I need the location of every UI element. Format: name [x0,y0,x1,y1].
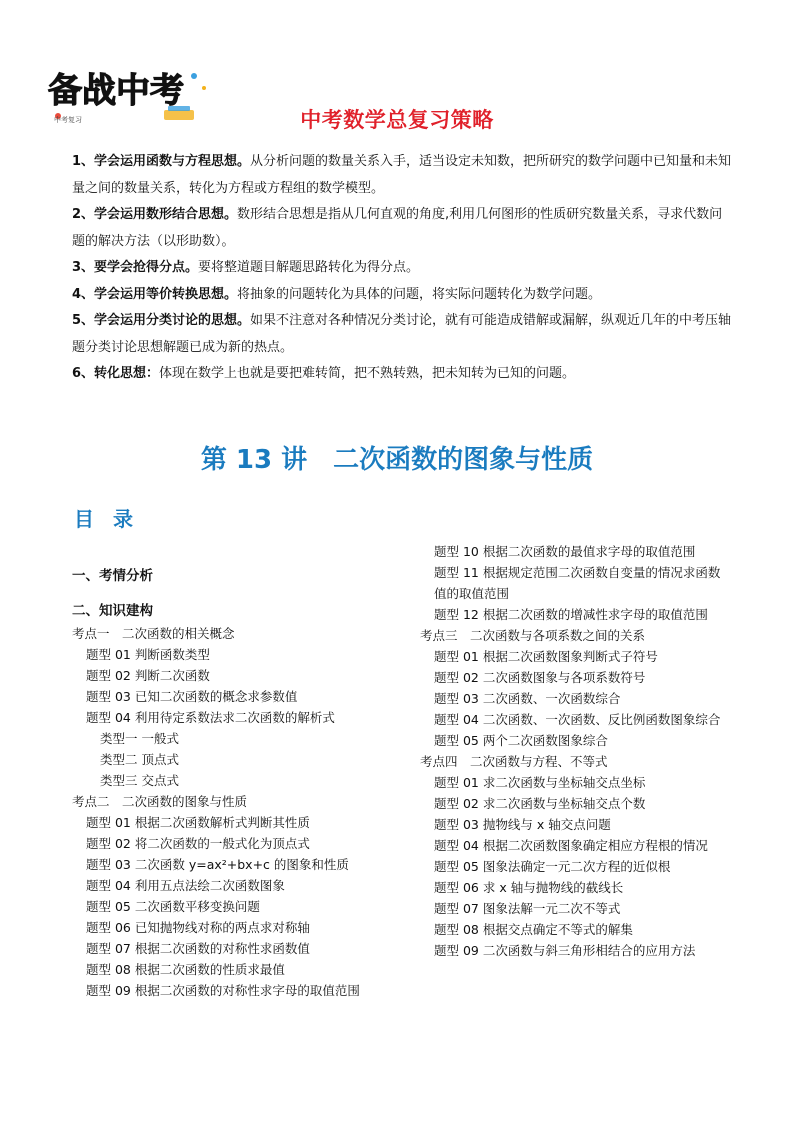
strategy-body: 数形结合思想是指从几何直观的角度,利用几何图形的性质研究数量关系，寻求代数问题的解决方法（以形助数）。 [72,207,723,249]
strategy-lead: 1、学会运用函数与方程思想。 [72,154,251,169]
toc-left-column [72,564,392,1001]
main-title: 中考数学总复习策略 [300,108,494,132]
toc-item[interactable]: 题型 05 两个二次函数图象综合 [434,733,608,748]
toc-item[interactable]: 题型 01 根据二次函数解析式判断其性质 [86,815,310,830]
strategy-lead: 4、学会运用等价转换思想。 [72,286,238,302]
toc-item[interactable]: 题型 07 根据二次函数的对称性求函数值 [86,941,310,956]
toc-item[interactable]: 题型 09 二次函数与斜三角形相结合的应用方法 [434,943,696,958]
toc-item[interactable]: 题型 08 根据交点确定不等式的解集 [434,922,633,937]
toc-item[interactable]: 题型 07 图象法解一元二次不等式 [434,901,621,916]
toc-item[interactable]: 题型 02 二次函数图象与各项系数符号 [434,670,646,685]
strategy-item [72,255,732,282]
strategy-item [72,282,732,309]
toc-item[interactable]: 题型 05 二次函数平移变换问题 [86,899,260,914]
toc-item[interactable]: 题型 06 已知抛物线对称的两点求对称轴 [86,920,310,935]
toc-kaodian[interactable]: 考点一 二次函数的相关概念 [72,626,235,641]
toc-item[interactable]: 题型 01 根据二次函数图象判断式子符号 [434,649,658,664]
strategy-body: 如果不注意对各种情况分类讨论，就有可能造成错解或漏解，纵观近几年的中考压轴题分类讨论思想解题已成为新的热点。 [72,313,732,355]
toc-item[interactable]: 题型 12 根据二次函数的增减性求字母的取值范围 [434,607,708,622]
strategy-body: 体现在数学上也就是要把难转简，把不熟转熟，把未知转为已知的问题。 [159,366,576,381]
strategy-body: 将抽象的问题转化为具体的问题，将实际问题转化为数学问题。 [237,286,602,302]
toc-item[interactable]: 题型 04 利用五点法绘二次函数图象 [86,878,285,893]
toc-right-column [420,541,730,961]
toc-item[interactable]: 题型 01 判断函数类型 [86,647,210,662]
strategy-list [72,149,732,388]
toc-section[interactable]: 一、考情分析 [72,568,153,584]
toc-item[interactable]: 题型 02 判断二次函数 [86,668,210,683]
toc-item[interactable]: 题型 04 根据二次函数图象确定相应方程根的情况 [434,838,708,853]
strategy-item [72,361,732,388]
logo-text: 备战中考 [48,71,184,111]
toc-item[interactable]: 题型 04 利用待定系数法求二次函数的解析式 [86,710,335,725]
toc-item[interactable]: 题型 03 二次函数、一次函数综合 [434,691,621,706]
toc-item[interactable]: 题型 02 求二次函数与坐标轴交点个数 [434,796,646,811]
lecture-title: 第 13 讲 二次函数的图象与性质 [200,445,594,475]
toc-item[interactable]: 题型 01 求二次函数与坐标轴交点坐标 [434,775,646,790]
toc-subtype[interactable]: 类型一 一般式 [100,731,179,746]
toc-item[interactable]: 题型 05 图象法确定一元二次方程的近似根 [434,859,671,874]
strategy-body: 要将整道题目解题思路转化为得分点。 [198,260,420,275]
toc-kaodian[interactable]: 考点二 二次函数的图象与性质 [72,794,248,809]
toc-item[interactable]: 题型 10 根据二次函数的最值求字母的取值范围 [434,544,696,559]
strategy-lead: 3、要学会抢得分点。 [72,260,199,275]
strategy-lead: 6、转化思想： [72,366,160,381]
toc-section[interactable]: 二、知识建构 [72,603,153,619]
logo-subtext: 中考复习 [54,116,82,124]
toc-item[interactable]: 题型 11 根据规定范围二次函数自变量的情况求函数值的取值范围 [434,565,721,601]
toc-subtype[interactable]: 类型二 顶点式 [100,752,179,767]
toc-item[interactable]: 题型 02 将二次函数的一般式化为顶点式 [86,836,310,851]
toc-subtype[interactable]: 类型三 交点式 [100,773,179,788]
toc-item[interactable]: 题型 08 根据二次函数的性质求最值 [86,962,285,977]
strategy-lead: 5、学会运用分类讨论的思想。 [72,313,251,328]
strategy-item [72,202,732,255]
toc-item[interactable]: 题型 06 求 x 轴与抛物线的截线长 [434,880,624,895]
strategy-body: 从分析问题的数量关系入手，适当设定未知数，把所研究的数学问题中已知量和未知量之间的数量关系，转化为方程或方程组的数学模型。 [72,154,732,196]
strategy-lead: 2、学会运用数形结合思想。 [72,207,238,222]
strategy-item [72,149,732,202]
toc-item[interactable]: 题型 03 抛物线与 x 轴交点问题 [434,817,611,832]
strategy-item [72,308,732,361]
toc-kaodian[interactable]: 考点四 二次函数与方程、不等式 [420,754,608,769]
toc-item[interactable]: 题型 03 二次函数 y=ax²+bx+c 的图象和性质 [86,857,349,872]
toc-title: 目 录 [74,507,139,531]
toc-item[interactable]: 题型 09 根据二次函数的对称性求字母的取值范围 [86,983,360,998]
toc-item[interactable]: 题型 04 二次函数、一次函数、反比例函数图象综合 [434,712,721,727]
toc-kaodian[interactable]: 考点三 二次函数与各项系数之间的关系 [420,628,646,643]
toc-item[interactable]: 题型 03 已知二次函数的概念求参数值 [86,689,298,704]
